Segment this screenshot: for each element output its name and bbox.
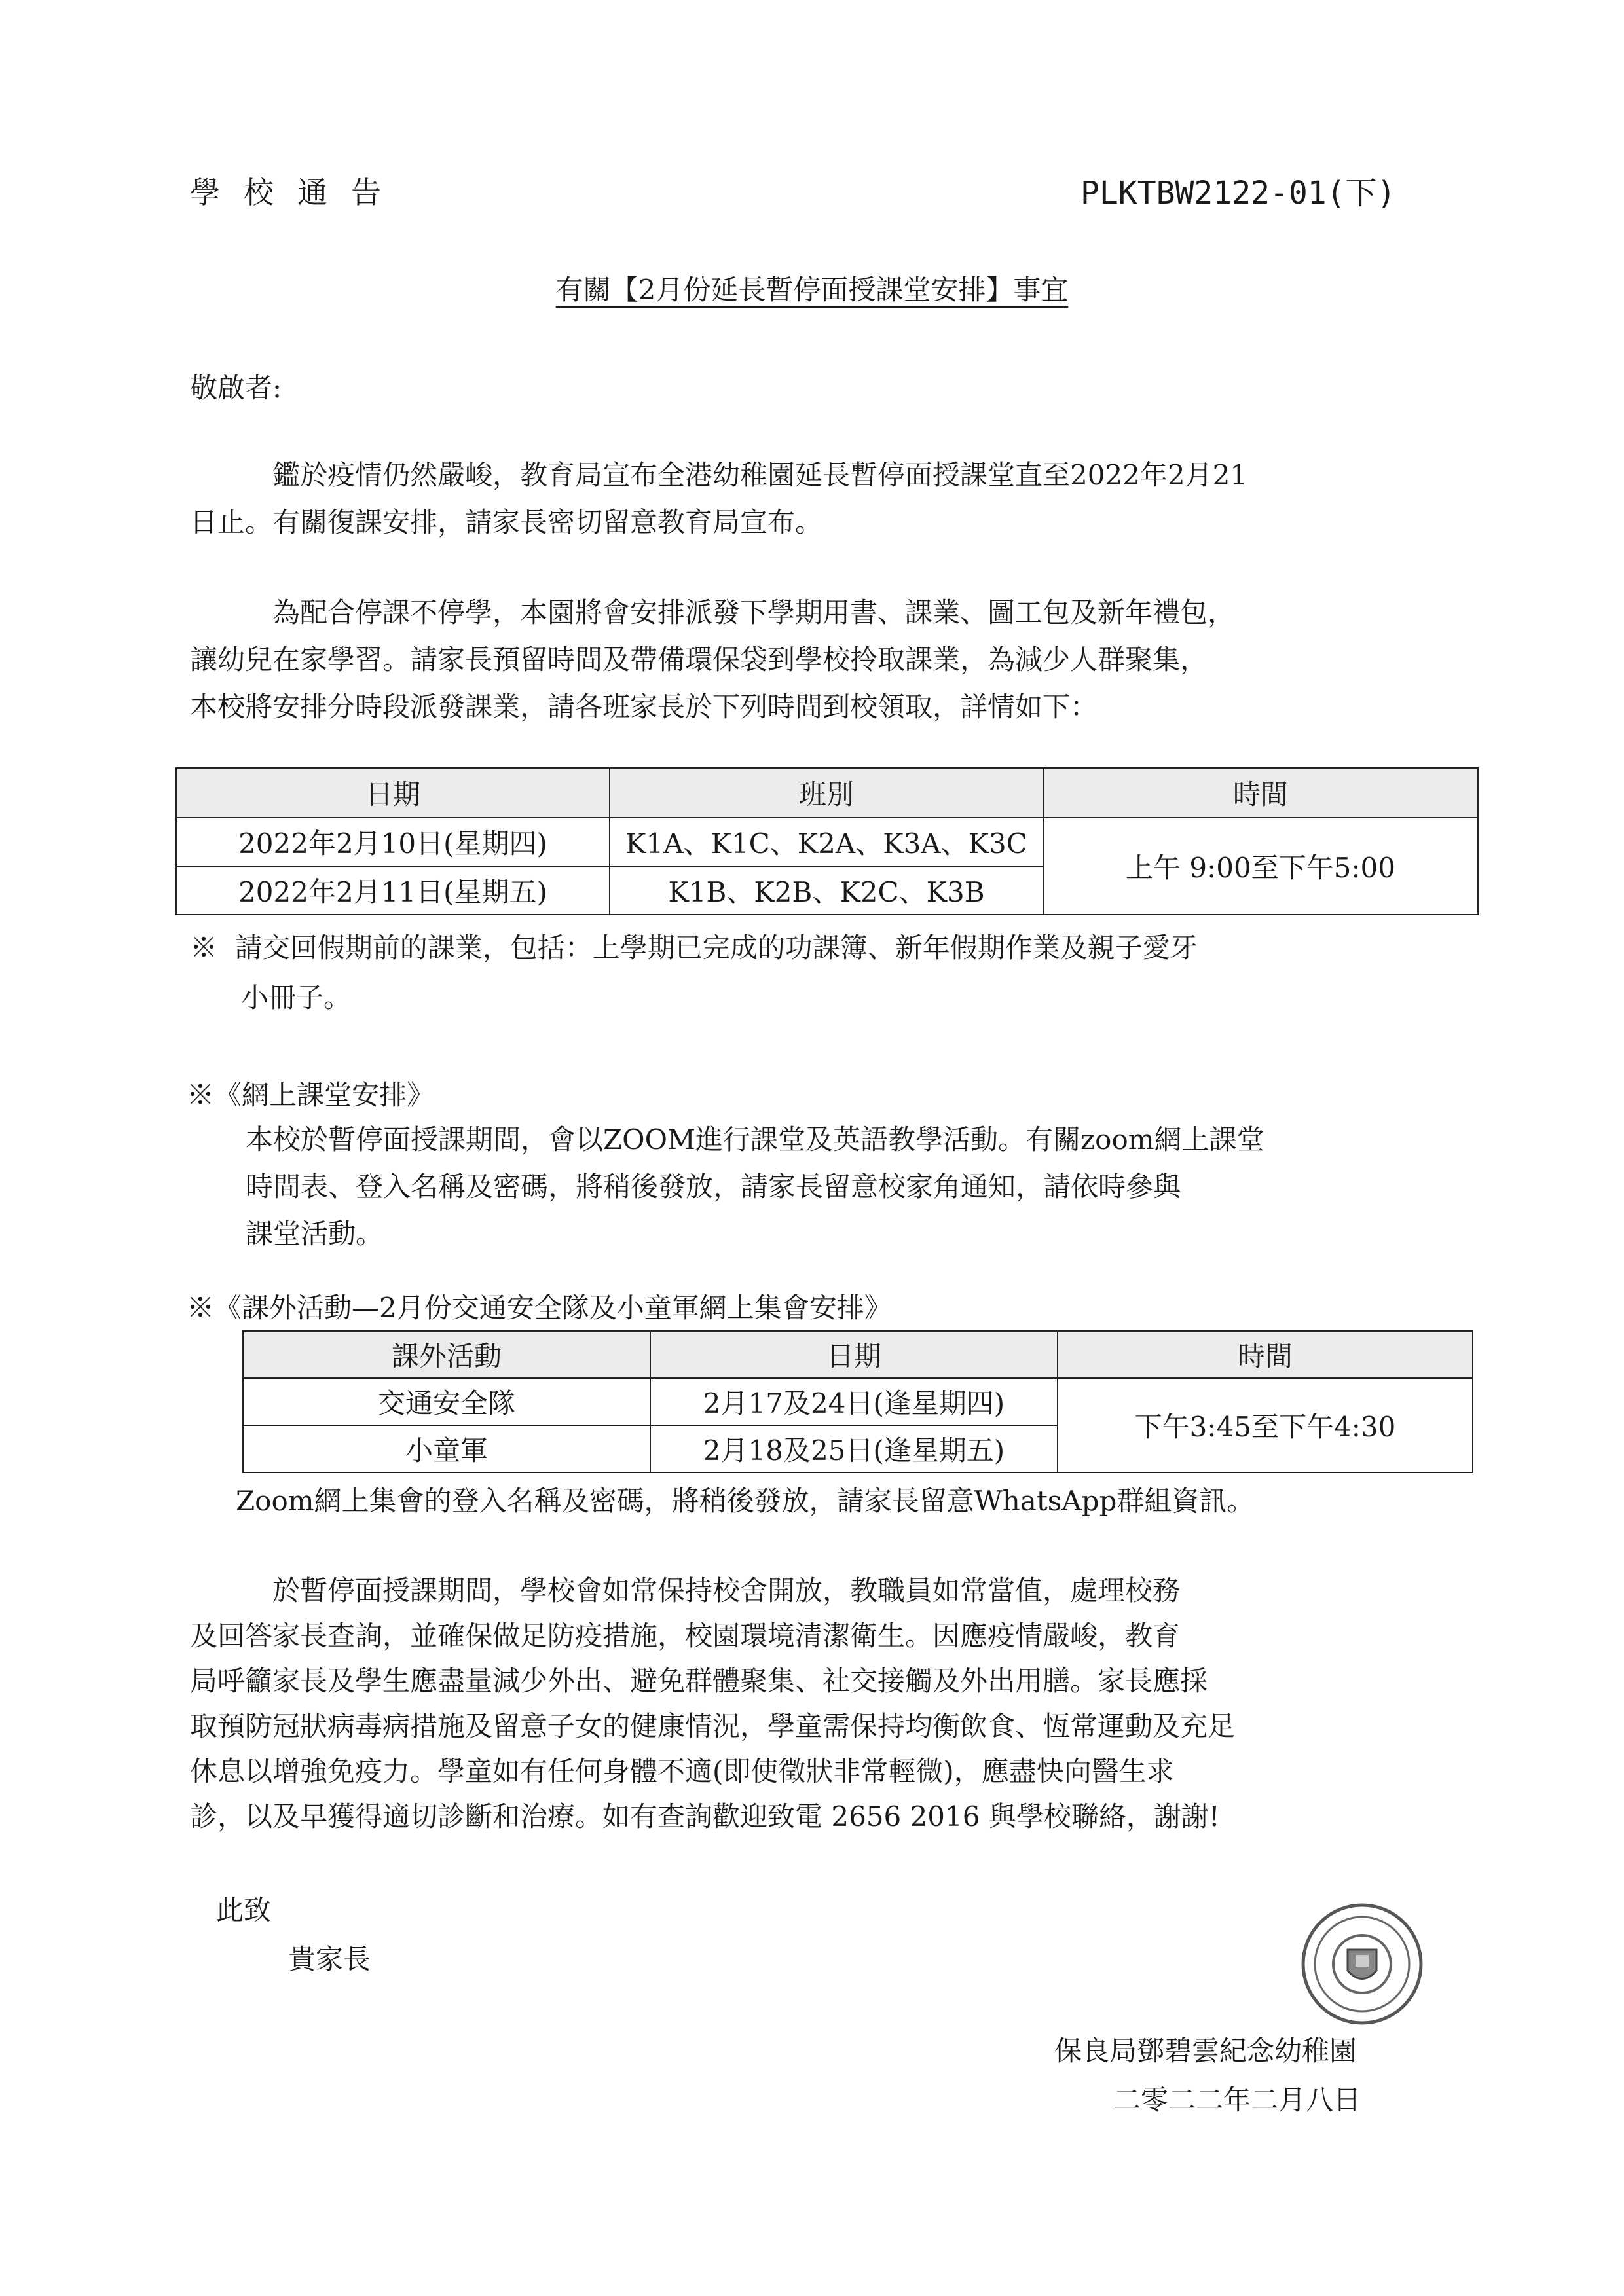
table-cell-time: 上午 9:00至下午5:00 [1043, 818, 1478, 915]
online-section-line: 課堂活動。 [246, 1218, 384, 1250]
table-cell-classes: K1B、K2B、K2C、K3B [610, 866, 1043, 915]
paragraph-1-line: 鑑於疫情仍然嚴峻，教育局宣布全港幼稚園延長暫停面授課堂直至2022年2月21 [272, 459, 1248, 491]
table-header-time: 時間 [1058, 1331, 1473, 1378]
table-cell-date: 2022年2月11日(星期五) [176, 866, 610, 915]
note-mark: ※ [190, 932, 218, 964]
paragraph-3 [190, 1568, 1467, 1839]
table-cell-date: 2022年2月10日(星期四) [176, 818, 610, 866]
zoom-meeting-note: Zoom網上集會的登入名稱及密碼，將稍後發放，請家長留意WhatsApp群組資訊。 [236, 1485, 1255, 1517]
online-section-heading: ※《網上課堂安排》 [187, 1079, 435, 1111]
reference-number: PLKTBW2122-01(下) [1080, 175, 1396, 211]
paragraph-2-line: 為配合停課不停學，本園將會安排派發下學期用書、課業、圖工包及新年禮包， [272, 596, 1236, 629]
table-header-date: 日期 [650, 1331, 1058, 1378]
distribution-table [175, 767, 1479, 915]
paragraph-3-line: 取預防冠狀病毒病措施及留意子女的健康情況，學童需保持均衡飲食、恆常運動及充足 [190, 1710, 1236, 1742]
paragraph-3-line: 診，以及早獲得適切診斷和治療。如有查詢歡迎致電 2656 2016 與學校聯絡，謝謝! [190, 1800, 1220, 1832]
issue-date: 二零二二年二月八日 [1113, 2084, 1361, 2116]
activities-section-heading: ※《課外活動—2月份交通安全隊及小童軍網上集會安排》 [187, 1292, 892, 1324]
note-return-homework [190, 923, 1473, 1023]
notice-title: 有關【2月份延長暫停面授課堂安排】事宜 [555, 274, 1069, 306]
closing-salutation: 此致 [216, 1894, 272, 1926]
table-cell-classes: K1A、K1C、K2A、K3A、K3C [610, 818, 1043, 866]
school-seal-icon [1297, 1899, 1428, 2030]
paragraph-3-line: 局呼籲家長及學生應盡量減少外出、避免群體聚集、社交接觸及外出用膳。家長應採 [190, 1665, 1208, 1697]
paragraph-3-line: 於暫停面授課期間，學校會如常保持校舍開放，教職員如常當值，處理校務 [272, 1575, 1181, 1607]
online-section-line: 本校於暫停面授課期間，會以ZOOM進行課堂及英語教學活動。有關zoom網上課堂 [246, 1123, 1264, 1156]
paragraph-3-line: 及回答家長查詢，並確保做足防疫措施，校園環境清潔衛生。因應疫情嚴峻，教育 [190, 1620, 1181, 1652]
paragraph-1-line: 日止。有關復課安排，請家長密切留意教育局宣布。 [190, 506, 823, 538]
school-name: 保良局鄧碧雲紀念幼稚園 [1054, 2035, 1357, 2067]
table-cell-activity: 交通安全隊 [243, 1378, 650, 1425]
greeting: 敬啟者: [190, 372, 282, 404]
table-header-class: 班別 [610, 768, 1043, 818]
table-row [243, 1378, 1473, 1425]
note-line: 小冊子。 [241, 981, 352, 1013]
paragraph-2-line: 讓幼兒在家學習。請家長預留時間及帶備環保袋到學校拎取課業，為減少人群聚集， [190, 644, 1208, 676]
paragraph-2 [190, 589, 1454, 731]
online-section-body [246, 1116, 1464, 1258]
paragraph-1 [190, 452, 1454, 546]
table-header-time: 時間 [1043, 768, 1478, 818]
activities-table [242, 1330, 1473, 1473]
paragraph-3-line: 休息以增強免疫力。學童如有任何身體不適(即使徵狀非常輕微)，應盡快向醫生求 [190, 1755, 1174, 1787]
table-cell-date: 2月17及24日(逢星期四) [650, 1378, 1058, 1425]
table-cell-time: 下午3:45至下午4:30 [1058, 1378, 1473, 1472]
table-header-date: 日期 [176, 768, 610, 818]
paragraph-2-line: 本校將安排分時段派發課業，請各班家長於下列時間到校領取，詳情如下： [190, 691, 1098, 723]
note-line: 請交回假期前的課業，包括：上學期已完成的功課簿、新年假期作業及親子愛牙 [234, 932, 1198, 964]
table-row [176, 818, 1478, 866]
online-section-line: 時間表、登入名稱及密碼，將稍後發放，請家長留意校家角通知，請依時參與 [246, 1171, 1181, 1203]
table-header-row [243, 1331, 1473, 1378]
table-cell-date: 2月18及25日(逢星期五) [650, 1425, 1058, 1472]
table-header-activity: 課外活動 [243, 1331, 650, 1378]
table-header-row [176, 768, 1478, 818]
table-cell-activity: 小童軍 [243, 1425, 650, 1472]
closing-recipient: 貴家長 [288, 1943, 371, 1975]
notice-type: 學校通告 [190, 175, 405, 210]
